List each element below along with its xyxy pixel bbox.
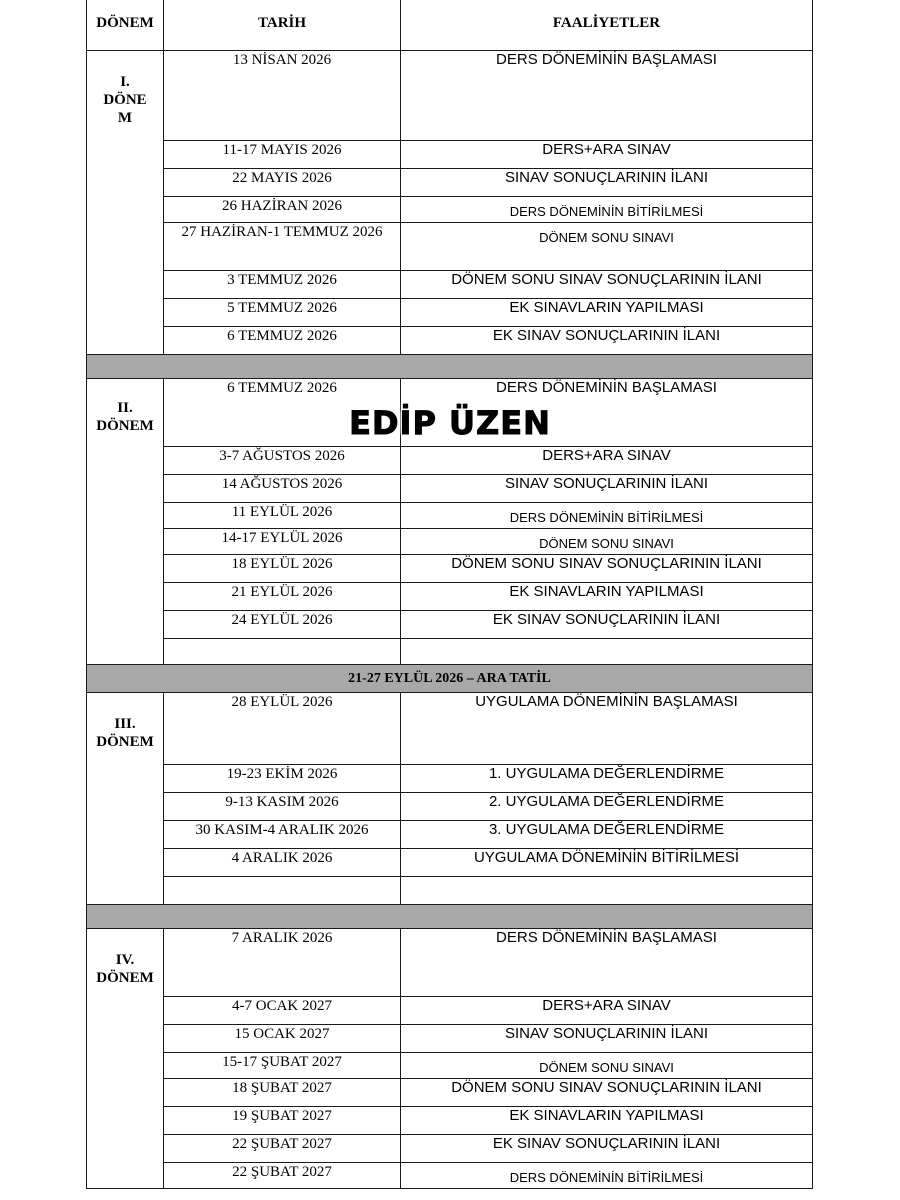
row-activity: 1. UYGULAMA DEĞERLENDİRME [401,765,813,793]
separator-row [87,905,813,929]
row-activity: EK SINAV SONUÇLARININ İLANI [401,611,813,639]
row-date: 4-7 OCAK 2027 [164,997,401,1025]
row-date: 30 KASIM-4 ARALIK 2026 [164,821,401,849]
table-row [87,1053,813,1079]
calendar-table [86,0,813,1189]
row-activity: EK SINAVLARIN YAPILMASI [401,1107,813,1135]
row-date: 21 EYLÜL 2026 [164,583,401,611]
table-row [87,223,813,271]
row-date: 13 NİSAN 2026 [164,51,401,141]
row-activity: DERS DÖNEMİNİN BİTİRİLMESİ [401,503,813,529]
table-row [87,1107,813,1135]
header-date: TARİH [164,0,401,51]
period-label-text: II. DÖNEM [96,400,154,434]
row-date: 6 TEMMUZ 2026 [164,379,401,447]
row-date: 22 MAYIS 2026 [164,169,401,197]
row-date: 18 ŞUBAT 2027 [164,1079,401,1107]
table-row [87,197,813,223]
table-row [87,447,813,475]
row-date: 14-17 EYLÜL 2026 [164,529,401,555]
period-label [87,693,164,905]
academic-calendar-document [86,0,812,1189]
table-row [87,929,813,997]
empty-row [87,877,813,905]
table-row [87,475,813,503]
table-row [87,611,813,639]
separator-cell [87,905,813,929]
separator-row [87,355,813,379]
header-activity: FAALİYETLER [401,0,813,51]
table-header-row [87,0,813,51]
row-activity: DÖNEM SONU SINAVI [401,529,813,555]
table-row [87,51,813,141]
table-row [87,299,813,327]
period-label [87,51,164,355]
row-activity: DERS DÖNEMİNİN BAŞLAMASI [401,51,813,141]
row-activity: DÖNEM SONU SINAV SONUÇLARININ İLANI [401,1079,813,1107]
break-label: 21-27 EYLÜL 2026 – ARA TATİL [87,665,813,693]
table-row [87,141,813,169]
row-activity: 2. UYGULAMA DEĞERLENDİRME [401,793,813,821]
row-date: 15-17 ŞUBAT 2027 [164,1053,401,1079]
watermark-text: EDİP ÜZEN [349,404,551,442]
row-activity: DÖNEM SONU SINAV SONUÇLARININ İLANI [401,555,813,583]
row-date: 11 EYLÜL 2026 [164,503,401,529]
row-activity: DÖNEM SONU SINAV SONUÇLARININ İLANI [401,271,813,299]
period-label-text: I. DÖNE M [103,74,147,126]
table-row [87,1135,813,1163]
table-row [87,271,813,299]
table-row [87,821,813,849]
row-activity: 3. UYGULAMA DEĞERLENDİRME [401,821,813,849]
row-date: 7 ARALIK 2026 [164,929,401,997]
row-date: 22 ŞUBAT 2027 [164,1135,401,1163]
empty-cell [401,639,813,665]
table-row [87,555,813,583]
period-label-text: IV. DÖNEM [96,952,154,986]
row-date: 4 ARALIK 2026 [164,849,401,877]
row-activity: DERS DÖNEMİNİN BAŞLAMASI [401,929,813,997]
table-row [87,693,813,765]
period-label-text: III. DÖNEM [96,716,154,750]
table-row [87,849,813,877]
row-activity: UYGULAMA DÖNEMİNİN BİTİRİLMESİ [401,849,813,877]
row-date: 11-17 MAYIS 2026 [164,141,401,169]
table-row [87,1025,813,1053]
row-activity: DÖNEM SONU SINAVI [401,1053,813,1079]
table-row [87,503,813,529]
row-date: 9-13 KASIM 2026 [164,793,401,821]
empty-cell [401,877,813,905]
row-date: 22 ŞUBAT 2027 [164,1163,401,1189]
empty-cell [164,877,401,905]
period-label [87,379,164,665]
table-row [87,327,813,355]
row-activity: DERS+ARA SINAV [401,997,813,1025]
row-date: 3-7 AĞUSTOS 2026 [164,447,401,475]
row-date: 28 EYLÜL 2026 [164,693,401,765]
row-activity: DERS+ARA SINAV [401,141,813,169]
table-row [87,529,813,555]
separator-cell [87,355,813,379]
row-date: 6 TEMMUZ 2026 [164,327,401,355]
row-activity: DERS+ARA SINAV [401,447,813,475]
period-label [87,929,164,1189]
empty-cell [164,639,401,665]
row-activity: SINAV SONUÇLARININ İLANI [401,475,813,503]
row-date: 27 HAZİRAN-1 TEMMUZ 2026 [164,223,401,271]
table-row [87,793,813,821]
table-row [87,1079,813,1107]
table-row [87,169,813,197]
row-date: 19-23 EKİM 2026 [164,765,401,793]
row-activity: UYGULAMA DÖNEMİNİN BAŞLAMASI [401,693,813,765]
row-activity: EK SINAV SONUÇLARININ İLANI [401,327,813,355]
row-activity: SINAV SONUÇLARININ İLANI [401,1025,813,1053]
break-row [87,665,813,693]
row-date: 26 HAZİRAN 2026 [164,197,401,223]
row-date: 14 AĞUSTOS 2026 [164,475,401,503]
empty-row [87,639,813,665]
row-date: 15 OCAK 2027 [164,1025,401,1053]
row-activity: EK SINAVLARIN YAPILMASI [401,299,813,327]
row-activity: DÖNEM SONU SINAVI [401,223,813,271]
row-activity: EK SINAV SONUÇLARININ İLANI [401,1135,813,1163]
table-row [87,765,813,793]
row-date: 18 EYLÜL 2026 [164,555,401,583]
row-activity: EK SINAVLARIN YAPILMASI [401,583,813,611]
table-row [87,1163,813,1189]
row-activity: DERS DÖNEMİNİN BİTİRİLMESİ [401,197,813,223]
row-date: 5 TEMMUZ 2026 [164,299,401,327]
row-activity: DERS DÖNEMİNİN BAŞLAMASI [401,379,813,447]
table-row [87,997,813,1025]
header-period: DÖNEM [87,0,164,51]
row-date: 3 TEMMUZ 2026 [164,271,401,299]
row-activity: SINAV SONUÇLARININ İLANI [401,169,813,197]
table-row [87,379,813,447]
row-date: 24 EYLÜL 2026 [164,611,401,639]
table-row [87,583,813,611]
row-activity: DERS DÖNEMİNİN BİTİRİLMESİ [401,1163,813,1189]
row-date: 19 ŞUBAT 2027 [164,1107,401,1135]
